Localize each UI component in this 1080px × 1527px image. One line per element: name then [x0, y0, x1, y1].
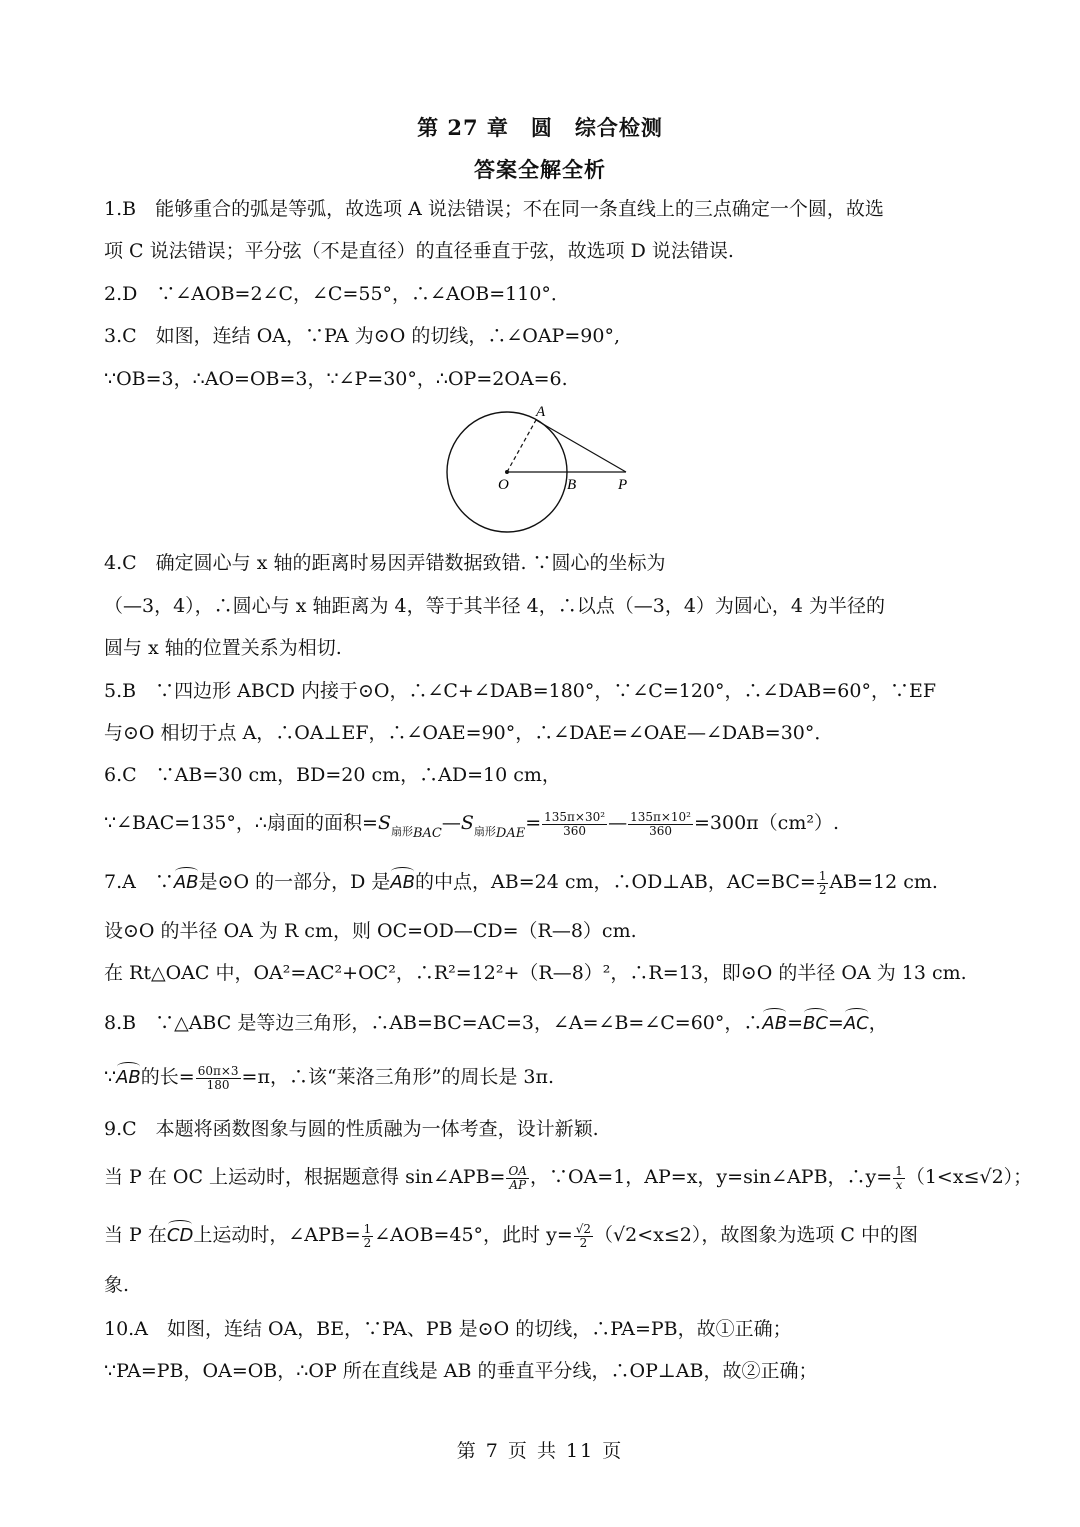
- fraction-1-num: 135π×30²: [544, 809, 606, 824]
- answer-9-text-4: 当 P 在: [104, 1224, 167, 1246]
- answer-7-prefix: 7.A ∵: [104, 871, 174, 893]
- page-footer: 第 7 页 共 11 页: [456, 1440, 624, 1462]
- answer-3-line-1: 3.C 如图，连结 OA，∵PA 为⊙O 的切线，∴∠OAP=90°,: [104, 325, 620, 347]
- subscript-dae: DAE: [495, 826, 526, 841]
- answer-9-text-2: ，∵OA=1，AP=x，y=sin∠APB，∴y=: [529, 1166, 893, 1188]
- page-subtitle: 答案全解全析: [474, 157, 606, 182]
- answer-2-line-1: 2.D ∵∠AOB=2∠C，∠C=55°，∴∠AOB=110°．: [104, 283, 570, 305]
- answer-5-line-2: 与⊙O 相切于点 A，∴OA⊥EF，∴∠OAE=90°，∴∠DAE=∠OAE—∠DAB=30°．: [104, 722, 834, 744]
- answer-4-line-1: 4.C 确定圆心与 x 轴的距离时易因弄错数据致错. ∵圆心的坐标为: [104, 552, 666, 574]
- fraction-oa-ap: [506, 1165, 529, 1192]
- point-o: [505, 470, 509, 474]
- eq-2: =: [827, 1012, 844, 1034]
- arc-ab: AB: [174, 870, 199, 896]
- fraction-root2-2: [574, 1223, 593, 1250]
- answer-3-line-2: ∵OB=3，∴AO=OB=3，∵∠P=30°，∴OP=2OA=6.: [104, 368, 568, 390]
- tangent-figure: [440, 402, 640, 538]
- answer-7-text-3: AB=12 cm.: [829, 871, 938, 893]
- fraction-2-den: 360: [649, 823, 672, 838]
- answer-6-text: ∵∠BAC=135°，∴扇面的面积=: [104, 812, 378, 834]
- answer-8-line-1: [104, 1010, 984, 1037]
- subscript-sector-2: 扇形: [473, 825, 496, 838]
- subscript-bac: BAC: [412, 826, 442, 841]
- s-symbol-1: S: [377, 812, 391, 834]
- answer-7-line-3: 在 Rt△OAC 中，OA²=AC²+OC²，∴R²=12²+（R—8）²，∴R=13，即⊙O 的半径 OA 为 13 cm.: [104, 962, 967, 984]
- label-a: A: [536, 404, 546, 420]
- answer-6-result: =300π（cm²）.: [694, 812, 839, 834]
- answer-6-line-2: [104, 810, 984, 847]
- arc-ac: AC: [844, 1011, 869, 1037]
- answer-7-line-2: 设⊙O 的半径 OA 为 R cm，则 OC=OD—CD=（R—8）cm.: [104, 920, 637, 942]
- line-ap-tangent: [536, 420, 626, 472]
- root2-num: √2: [575, 1221, 592, 1236]
- answer-1-line-1: 1.B 能够重合的弧是等弧，故选项 A 说法错误；不在同一条直线上的三点确定一个圆，故选: [104, 198, 884, 220]
- minus-sign-2: —: [608, 812, 628, 834]
- answer-9-text-3: （1<x≤√2）；: [905, 1166, 1033, 1188]
- answer-8-text-2: 的长=: [140, 1066, 195, 1088]
- fraction-1: [542, 811, 607, 838]
- label-o: O: [498, 477, 509, 493]
- fraction-2: [628, 811, 693, 838]
- minus-sign: —: [441, 812, 461, 834]
- eq-1: =: [787, 1012, 803, 1034]
- one-num: 1: [895, 1163, 903, 1178]
- answer-4-line-2: （—3，4），∴圆心与 x 轴距离为 4，等于其半径 4，∴以点（—3，4）为圆心，4 为半径的: [104, 595, 886, 617]
- answer-10-line-1: 10.A 如图，连结 OA，BE，∵PA、PB 是⊙O 的切线，∴PA=PB，故①正确；: [104, 1318, 792, 1340]
- answer-9-text-7: （√2<x≤2），故图象为选项 C 中的图: [594, 1224, 918, 1246]
- fraction-half-2: [362, 1223, 374, 1250]
- answer-9-line-1: 9.C 本题将函数图象与圆的性质融为一体考查，设计新颖.: [104, 1118, 599, 1140]
- fraction-1-den: 360: [563, 823, 587, 838]
- arc-ab-3: AB: [762, 1011, 787, 1037]
- fraction-arc-length: [196, 1065, 241, 1092]
- answer-7-line-1: [104, 869, 984, 897]
- answer-8-line-2: [104, 1064, 984, 1092]
- arc-ab-2: AB: [390, 870, 415, 896]
- arc-length-den: 180: [206, 1077, 230, 1092]
- half2-den: 2: [363, 1235, 372, 1250]
- answer-4-line-3: 圆与 x 轴的位置关系为相切.: [104, 637, 342, 659]
- arc-cd: CD: [167, 1223, 193, 1249]
- page-title: 第 27 章 圆 综合检测: [417, 115, 663, 140]
- subscript-sector-1: 扇形: [390, 825, 413, 838]
- answer-9-text-5: 上运动时，∠APB=: [193, 1224, 361, 1246]
- answer-7-text-1: 是⊙O 的一部分，D 是: [198, 871, 391, 893]
- because-symbol: ∵: [104, 1066, 117, 1088]
- answer-9-text-1: 当 P 在 OC 上运动时，根据题意得 sin∠APB=: [104, 1166, 506, 1188]
- arc-bc: BC: [803, 1011, 828, 1037]
- answer-1-line-2: 项 C 说法错误；平分弦（不是直径）的直径垂直于弦，故选项 D 说法错误.: [104, 240, 734, 262]
- root2-den: 2: [579, 1235, 588, 1250]
- label-p: P: [618, 477, 628, 493]
- half-num: 1: [818, 868, 827, 883]
- x-den: x: [895, 1177, 903, 1192]
- answer-8-text-3: =π，∴该“莱洛三角形”的周长是 3π.: [241, 1066, 555, 1088]
- arc-ab-4: AB: [116, 1065, 141, 1091]
- half2-num: 1: [363, 1221, 372, 1236]
- answer-9-line-4: 象.: [104, 1274, 130, 1296]
- fraction-1-x: [893, 1165, 905, 1192]
- answer-7-text-2: 的中点，AB=24 cm，∴OD⊥AB，AC=BC=: [415, 871, 816, 893]
- answer-6-line-1: 6.C ∵AB=30 cm，BD=20 cm，∴AD=10 cm，: [104, 764, 561, 786]
- fraction-half: [817, 870, 829, 897]
- label-b: B: [567, 477, 577, 493]
- oa-num: OA: [508, 1163, 527, 1178]
- ap-den: AP: [509, 1177, 527, 1192]
- answer-8-text-1: 8.B ∵△ABC 是等边三角形，∴AB=BC=AC=3，∠A=∠B=∠C=60°，∴: [104, 1012, 763, 1034]
- comma-1: ，: [868, 1012, 888, 1034]
- s-symbol-2: S: [460, 812, 474, 834]
- answer-9-text-6: ∠AOB=45°，此时 y=: [374, 1224, 573, 1246]
- answer-5-line-1: 5.B ∵四边形 ABCD 内接于⊙O，∴∠C+∠DAB=180°，∵∠C=120°，∴∠DAB=60°，∵EF: [104, 680, 937, 702]
- answer-9-line-3: [104, 1222, 984, 1250]
- arc-length-num: 60π×3: [197, 1063, 239, 1078]
- answer-9-line-2: [104, 1163, 1033, 1192]
- answer-10-line-2: ∵PA=PB，OA=OB，∴OP 所在直线是 AB 的垂直平分线，∴OP⊥AB，故②正确；: [104, 1360, 818, 1382]
- fraction-2-num: 135π×10²: [630, 809, 691, 824]
- line-oa-dashed: [507, 420, 536, 472]
- half-den: 2: [818, 882, 827, 897]
- equals-sign: =: [525, 812, 542, 834]
